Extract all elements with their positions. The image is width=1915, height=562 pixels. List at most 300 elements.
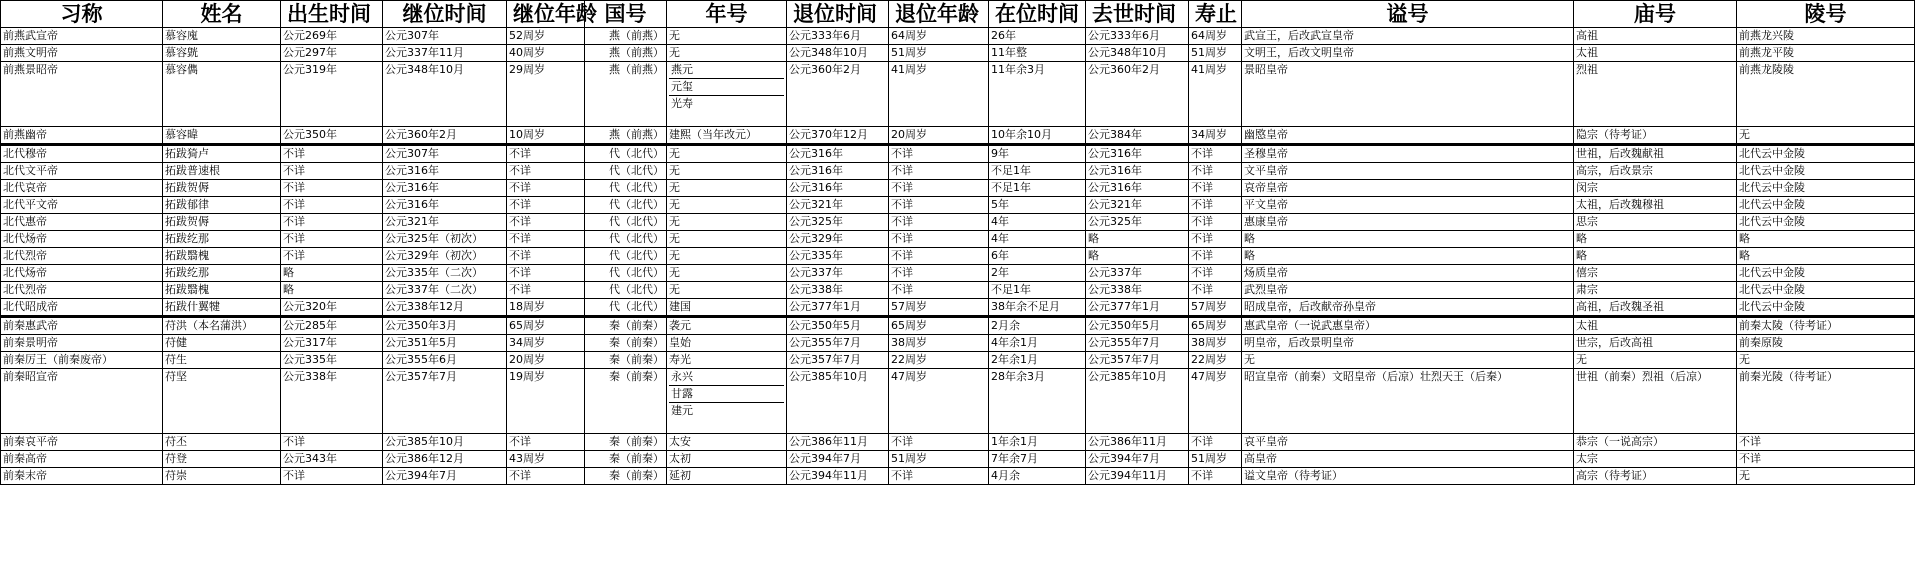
table-cell: 拓跋郁律 bbox=[163, 197, 281, 214]
table-cell: 公元394年7月 bbox=[383, 468, 507, 485]
table-cell: 公元316年 bbox=[383, 197, 507, 214]
table-cell: 9年 bbox=[989, 145, 1086, 163]
table-cell: 太祖 bbox=[1574, 45, 1737, 62]
table-cell: 11年余3月 bbox=[989, 62, 1086, 127]
table-cell: 公元316年 bbox=[787, 145, 889, 163]
table-cell: 无 bbox=[1737, 127, 1915, 145]
table-cell: 公元385年10月 bbox=[787, 369, 889, 434]
table-cell: 不详 bbox=[281, 248, 383, 265]
era-name: 建元 bbox=[671, 404, 693, 417]
table-cell: 公元338年 bbox=[281, 369, 383, 434]
table-cell: 前燕龙陵陵 bbox=[1737, 62, 1915, 127]
table-cell: 无 bbox=[667, 231, 787, 248]
table-cell: 公元269年 bbox=[281, 28, 383, 45]
table-cell: 不详 bbox=[889, 282, 989, 299]
table-cell: 昭宣皇帝（前秦）文昭皇帝（后凉）壮烈天王（后秦） bbox=[1242, 369, 1574, 434]
table-cell: 前燕龙兴陵 bbox=[1737, 28, 1915, 45]
table-cell: 略 bbox=[1086, 231, 1189, 248]
header-cell: 庙号 bbox=[1574, 1, 1737, 28]
table-cell: 19周岁 bbox=[507, 369, 585, 434]
table-cell: 47周岁 bbox=[889, 369, 989, 434]
table-row bbox=[1, 28, 1915, 45]
table-cell: 51周岁 bbox=[1189, 45, 1242, 62]
table-cell: 不详 bbox=[507, 145, 585, 163]
table-cell: 拓跋翳槐 bbox=[163, 248, 281, 265]
table-cell: 苻生 bbox=[163, 352, 281, 369]
table-cell: 34周岁 bbox=[507, 335, 585, 352]
table-row bbox=[1, 145, 1915, 163]
era-name: 燕元 bbox=[669, 62, 784, 79]
table-cell: 前燕景昭帝 bbox=[1, 62, 163, 127]
table-cell: 不详 bbox=[1189, 282, 1242, 299]
table-cell: 明皇帝，后改景明皇帝 bbox=[1242, 335, 1574, 352]
table-cell: 高祖，后改魏圣祖 bbox=[1574, 299, 1737, 317]
table-cell: 不详 bbox=[507, 231, 585, 248]
table-cell: 建熙（当年改元） bbox=[667, 127, 787, 145]
table-cell: 51周岁 bbox=[889, 45, 989, 62]
table-cell: 太祖，后改魏穆祖 bbox=[1574, 197, 1737, 214]
table-row bbox=[1, 434, 1915, 451]
table-cell: 不详 bbox=[1189, 163, 1242, 180]
table-cell: 代（北代） bbox=[585, 265, 667, 282]
table-cell: 武烈皇帝 bbox=[1242, 282, 1574, 299]
table-cell: 不详 bbox=[281, 468, 383, 485]
table-cell: 43周岁 bbox=[507, 451, 585, 468]
table-cell: 40周岁 bbox=[507, 45, 585, 62]
table-cell: 建国 bbox=[667, 299, 787, 317]
table-cell: 不详 bbox=[1189, 145, 1242, 163]
table-cell: 太安 bbox=[667, 434, 787, 451]
table-cell: 略 bbox=[1086, 248, 1189, 265]
table-cell: 51周岁 bbox=[1189, 451, 1242, 468]
table-cell: 51周岁 bbox=[889, 451, 989, 468]
table-cell: 不详 bbox=[889, 468, 989, 485]
table-cell: 29周岁 bbox=[507, 62, 585, 127]
table-cell: 公元321年 bbox=[383, 214, 507, 231]
header-cell: 在位时间 bbox=[989, 1, 1086, 28]
table-cell: 代（北代） bbox=[585, 163, 667, 180]
table-cell: 公元335年 bbox=[281, 352, 383, 369]
table-row bbox=[1, 127, 1915, 145]
table-cell: 秦（前秦） bbox=[585, 335, 667, 352]
table-cell: 寿光 bbox=[667, 352, 787, 369]
table-cell: 不详 bbox=[507, 180, 585, 197]
table-cell: 4年 bbox=[989, 214, 1086, 231]
table-cell: 公元307年 bbox=[383, 145, 507, 163]
table-cell: 无 bbox=[1737, 468, 1915, 485]
table-cell: 北代云中金陵 bbox=[1737, 180, 1915, 197]
table-cell: 北代烈帝 bbox=[1, 282, 163, 299]
table-cell: 公元329年（初次） bbox=[383, 248, 507, 265]
table-cell: 公元335年（二次） bbox=[383, 265, 507, 282]
table-cell: 苻登 bbox=[163, 451, 281, 468]
table-cell: 北代炀帝 bbox=[1, 231, 163, 248]
table-cell: 公元320年 bbox=[281, 299, 383, 317]
table-cell: 无 bbox=[667, 265, 787, 282]
table-cell: 慕容廆 bbox=[163, 28, 281, 45]
table-cell: 4月余 bbox=[989, 468, 1086, 485]
table-cell: 北代穆帝 bbox=[1, 145, 163, 163]
table-cell: 高宗，后改景宗 bbox=[1574, 163, 1737, 180]
table-cell: 北代云中金陵 bbox=[1737, 145, 1915, 163]
table-cell: 公元337年（二次） bbox=[383, 282, 507, 299]
table-cell: 世祖，后改魏献祖 bbox=[1574, 145, 1737, 163]
table-cell: 不详 bbox=[507, 197, 585, 214]
table-cell: 38周岁 bbox=[1189, 335, 1242, 352]
table-cell: 略 bbox=[1574, 248, 1737, 265]
header-cell: 谥号 bbox=[1242, 1, 1574, 28]
table-cell: 公元337年 bbox=[787, 265, 889, 282]
table-cell: 6年 bbox=[989, 248, 1086, 265]
table-cell: 公元394年11月 bbox=[1086, 468, 1189, 485]
table-cell: 公元321年 bbox=[1086, 197, 1189, 214]
table-body bbox=[1, 28, 1915, 485]
table-cell: 4年 bbox=[989, 231, 1086, 248]
era-name: 甘露 bbox=[669, 386, 784, 403]
table-cell: 无 bbox=[667, 180, 787, 197]
table-cell: 前秦景明帝 bbox=[1, 335, 163, 352]
table-cell: 略 bbox=[1242, 231, 1574, 248]
table-cell: 公元386年11月 bbox=[787, 434, 889, 451]
table-cell: 略 bbox=[281, 282, 383, 299]
table-cell: 平文皇帝 bbox=[1242, 197, 1574, 214]
table-cell: 苻健 bbox=[163, 335, 281, 352]
header-cell: 退位年龄 bbox=[889, 1, 989, 28]
table-cell: 不详 bbox=[281, 214, 383, 231]
table-cell: 不详 bbox=[889, 265, 989, 282]
table-cell: 公元316年 bbox=[383, 163, 507, 180]
table-cell: 世宗，后改高祖 bbox=[1574, 335, 1737, 352]
table-cell: 公元355年6月 bbox=[383, 352, 507, 369]
header-cell: 出生时间 bbox=[281, 1, 383, 28]
table-cell: 公元348年10月 bbox=[787, 45, 889, 62]
table-cell: 无 bbox=[1242, 352, 1574, 369]
table-cell: 公元394年11月 bbox=[787, 468, 889, 485]
table-cell: 无 bbox=[667, 214, 787, 231]
table-cell: 秦（前秦） bbox=[585, 317, 667, 335]
table-cell: 7年余7月 bbox=[989, 451, 1086, 468]
table-cell: 北代云中金陵 bbox=[1737, 197, 1915, 214]
table-cell: 哀平皇帝 bbox=[1242, 434, 1574, 451]
table-cell: 无 bbox=[667, 45, 787, 62]
table-cell: 公元360年2月 bbox=[1086, 62, 1189, 127]
table-cell: 公元335年 bbox=[787, 248, 889, 265]
table-cell: 不详 bbox=[1737, 434, 1915, 451]
table-cell: 高皇帝 bbox=[1242, 451, 1574, 468]
table-cell: 公元333年6月 bbox=[1086, 28, 1189, 45]
table-cell: 闵宗 bbox=[1574, 180, 1737, 197]
table-cell: 2年 bbox=[989, 265, 1086, 282]
table-cell: 北代平文帝 bbox=[1, 197, 163, 214]
table-cell: 不详 bbox=[281, 197, 383, 214]
table-cell: 圣穆皇帝 bbox=[1242, 145, 1574, 163]
table-cell: 拓跋纥那 bbox=[163, 231, 281, 248]
table-cell: 不详 bbox=[281, 180, 383, 197]
table-row bbox=[1, 62, 1915, 127]
table-cell: 28年余3月 bbox=[989, 369, 1086, 434]
table-cell: 不足1年 bbox=[989, 180, 1086, 197]
table-row bbox=[1, 299, 1915, 317]
table-cell: 北代云中金陵 bbox=[1737, 163, 1915, 180]
table-cell: 公元338年12月 bbox=[383, 299, 507, 317]
header-cell: 继位年龄 bbox=[507, 1, 585, 28]
table-cell: 无 bbox=[667, 145, 787, 163]
table-cell: 公元394年7月 bbox=[1086, 451, 1189, 468]
table-cell: 袭元 bbox=[667, 317, 787, 335]
header-cell: 习称 bbox=[1, 1, 163, 28]
table-cell: 拓跋翳槐 bbox=[163, 282, 281, 299]
table-cell: 公元338年 bbox=[1086, 282, 1189, 299]
table-cell: 64周岁 bbox=[1189, 28, 1242, 45]
table-cell: 北代云中金陵 bbox=[1737, 214, 1915, 231]
table-cell: 不详 bbox=[889, 145, 989, 163]
table-cell: 不详 bbox=[1189, 468, 1242, 485]
table-cell: 公元325年（初次） bbox=[383, 231, 507, 248]
table-cell: 10周岁 bbox=[507, 127, 585, 145]
table-cell: 前秦原陵 bbox=[1737, 335, 1915, 352]
table-cell: 公元319年 bbox=[281, 62, 383, 127]
table-cell: 幽愍皇帝 bbox=[1242, 127, 1574, 145]
table-row bbox=[1, 163, 1915, 180]
header-cell: 国号 bbox=[585, 1, 667, 28]
table-cell: 北代文平帝 bbox=[1, 163, 163, 180]
header-cell: 年号 bbox=[667, 1, 787, 28]
table-cell: 秦（前秦） bbox=[585, 369, 667, 434]
table-row bbox=[1, 352, 1915, 369]
header-row bbox=[1, 1, 1915, 28]
table-cell: 公元350年3月 bbox=[383, 317, 507, 335]
table-cell: 公元355年7月 bbox=[787, 335, 889, 352]
table-cell: 公元316年 bbox=[1086, 163, 1189, 180]
table-cell: 不详 bbox=[1189, 248, 1242, 265]
table-cell: 谥文皇帝（待考证） bbox=[1242, 468, 1574, 485]
era-name: 元玺 bbox=[669, 79, 784, 96]
table-cell: 57周岁 bbox=[889, 299, 989, 317]
table-cell: 52周岁 bbox=[507, 28, 585, 45]
table-cell: 64周岁 bbox=[889, 28, 989, 45]
table-cell: 公元377年1月 bbox=[1086, 299, 1189, 317]
table-cell: 秦（前秦） bbox=[585, 451, 667, 468]
table-cell: 不详 bbox=[281, 434, 383, 451]
table-cell: 22周岁 bbox=[889, 352, 989, 369]
table-row bbox=[1, 282, 1915, 299]
table-row bbox=[1, 45, 1915, 62]
table-cell: 北代炀帝 bbox=[1, 265, 163, 282]
table-cell: 代（北代） bbox=[585, 145, 667, 163]
table-cell: 不足1年 bbox=[989, 163, 1086, 180]
table-cell: 不详 bbox=[889, 214, 989, 231]
table-cell: 公元348年10月 bbox=[1086, 45, 1189, 62]
table-cell: 公元285年 bbox=[281, 317, 383, 335]
table-cell: 文平皇帝 bbox=[1242, 163, 1574, 180]
table-cell: 公元343年 bbox=[281, 451, 383, 468]
table-cell: 10年余10月 bbox=[989, 127, 1086, 145]
table-cell: 不足1年 bbox=[989, 282, 1086, 299]
table-cell: 略 bbox=[1242, 248, 1574, 265]
table-cell: 公元325年 bbox=[1086, 214, 1189, 231]
table-cell: 公元370年12月 bbox=[787, 127, 889, 145]
table-cell: 北代惠帝 bbox=[1, 214, 163, 231]
table-cell: 57周岁 bbox=[1189, 299, 1242, 317]
table-cell: 公元360年2月 bbox=[383, 127, 507, 145]
table-cell: 前秦高帝 bbox=[1, 451, 163, 468]
table-cell: 无 bbox=[667, 197, 787, 214]
table-cell: 公元317年 bbox=[281, 335, 383, 352]
table-row bbox=[1, 197, 1915, 214]
table-cell: 公元333年6月 bbox=[787, 28, 889, 45]
table-cell: 北代烈帝 bbox=[1, 248, 163, 265]
header-cell: 姓名 bbox=[163, 1, 281, 28]
table-cell: 不详 bbox=[1737, 451, 1915, 468]
table-row bbox=[1, 369, 1915, 434]
table-row bbox=[1, 180, 1915, 197]
table-cell: 秦（前秦） bbox=[585, 352, 667, 369]
table-cell: 不详 bbox=[281, 145, 383, 163]
table-cell: 18周岁 bbox=[507, 299, 585, 317]
table-cell: 北代云中金陵 bbox=[1737, 265, 1915, 282]
table-cell: 代（北代） bbox=[585, 282, 667, 299]
table-cell: 公元385年10月 bbox=[383, 434, 507, 451]
table-cell: 公元385年10月 bbox=[1086, 369, 1189, 434]
table-row bbox=[1, 451, 1915, 468]
table-cell: 1年余1月 bbox=[989, 434, 1086, 451]
table-cell: 公元394年7月 bbox=[787, 451, 889, 468]
table-cell: 34周岁 bbox=[1189, 127, 1242, 145]
table-cell: 肃宗 bbox=[1574, 282, 1737, 299]
header-cell: 退位时间 bbox=[787, 1, 889, 28]
table-cell: 太初 bbox=[667, 451, 787, 468]
table-cell: 无 bbox=[1574, 352, 1737, 369]
table-cell: 公元357年7月 bbox=[383, 369, 507, 434]
table-cell: 前燕文明帝 bbox=[1, 45, 163, 62]
table-cell: 前燕龙平陵 bbox=[1737, 45, 1915, 62]
table-cell: 前秦厉王（前秦废帝） bbox=[1, 352, 163, 369]
table-cell: 皇始 bbox=[667, 335, 787, 352]
table-cell: 前秦太陵（待考证） bbox=[1737, 317, 1915, 335]
table-cell: 苻崇 bbox=[163, 468, 281, 485]
table-cell: 公元351年5月 bbox=[383, 335, 507, 352]
table-cell: 不详 bbox=[507, 468, 585, 485]
table-cell: 前燕武宣帝 bbox=[1, 28, 163, 45]
table-cell: 65周岁 bbox=[507, 317, 585, 335]
table-cell: 4年余1月 bbox=[989, 335, 1086, 352]
table-cell: 炀质皇帝 bbox=[1242, 265, 1574, 282]
table-cell: 燕（前燕） bbox=[585, 127, 667, 145]
table-cell: 不详 bbox=[1189, 231, 1242, 248]
table-cell: 无 bbox=[667, 28, 787, 45]
table-cell: 世祖（前秦）烈祖（后凉） bbox=[1574, 369, 1737, 434]
table-cell: 不详 bbox=[1189, 197, 1242, 214]
header-cell: 寿止 bbox=[1189, 1, 1242, 28]
table-cell: 恭宗（一说高宗） bbox=[1574, 434, 1737, 451]
table-cell: 前秦末帝 bbox=[1, 468, 163, 485]
table-cell: 38年余不足月 bbox=[989, 299, 1086, 317]
table-cell: 公元307年 bbox=[383, 28, 507, 45]
table-cell: 前秦昭宣帝 bbox=[1, 369, 163, 434]
table-cell: 41周岁 bbox=[1189, 62, 1242, 127]
header-cell: 去世时间 bbox=[1086, 1, 1189, 28]
table-cell: 公元316年 bbox=[383, 180, 507, 197]
table-cell: 拓跋贺傉 bbox=[163, 180, 281, 197]
table-cell: 代（北代） bbox=[585, 248, 667, 265]
table-cell: 北代昭成帝 bbox=[1, 299, 163, 317]
table-cell: 慕容皝 bbox=[163, 45, 281, 62]
table-cell: 不详 bbox=[281, 231, 383, 248]
table-cell: 拓跋什翼犍 bbox=[163, 299, 281, 317]
table-cell: 41周岁 bbox=[889, 62, 989, 127]
table-cell: 公元316年 bbox=[1086, 180, 1189, 197]
table-cell: 不详 bbox=[1189, 434, 1242, 451]
table-cell: 公元316年 bbox=[787, 180, 889, 197]
table-row bbox=[1, 248, 1915, 265]
table-cell: 不详 bbox=[507, 434, 585, 451]
table-row bbox=[1, 231, 1915, 248]
table-cell: 公元357年7月 bbox=[1086, 352, 1189, 369]
table-cell: 拓跋贺傉 bbox=[163, 214, 281, 231]
table-cell: 略 bbox=[1574, 231, 1737, 248]
table-cell: 公元386年11月 bbox=[1086, 434, 1189, 451]
table-cell: 北代云中金陵 bbox=[1737, 299, 1915, 317]
table-cell: 苻坚 bbox=[163, 369, 281, 434]
table-cell: 延初 bbox=[667, 468, 787, 485]
table-cell: 代（北代） bbox=[585, 214, 667, 231]
table-cell: 北代云中金陵 bbox=[1737, 282, 1915, 299]
table-cell: 38周岁 bbox=[889, 335, 989, 352]
table-cell: 无 bbox=[667, 248, 787, 265]
table-cell: 代（北代） bbox=[585, 197, 667, 214]
table-cell: 烈祖 bbox=[1574, 62, 1737, 127]
table-cell: 无 bbox=[667, 163, 787, 180]
header-cell: 陵号 bbox=[1737, 1, 1915, 28]
table-cell: 2月余 bbox=[989, 317, 1086, 335]
table-cell: 65周岁 bbox=[1189, 317, 1242, 335]
table-cell: 不详 bbox=[889, 434, 989, 451]
table-cell: 拓跋纥那 bbox=[163, 265, 281, 282]
table-cell: 前秦哀平帝 bbox=[1, 434, 163, 451]
table-cell: 无 bbox=[667, 282, 787, 299]
table-cell: 11年整 bbox=[989, 45, 1086, 62]
table-cell: 不详 bbox=[281, 163, 383, 180]
table-cell: 代（北代） bbox=[585, 231, 667, 248]
table-cell: 拓跋普速根 bbox=[163, 163, 281, 180]
table-cell: 公元357年7月 bbox=[787, 352, 889, 369]
header-cell: 继位时间 bbox=[383, 1, 507, 28]
table-cell: 2年余1月 bbox=[989, 352, 1086, 369]
table-cell: 略 bbox=[1737, 248, 1915, 265]
table-cell: 不详 bbox=[1189, 214, 1242, 231]
table-row bbox=[1, 265, 1915, 282]
table-cell: 公元338年 bbox=[787, 282, 889, 299]
table-cell: 公元297年 bbox=[281, 45, 383, 62]
table-cell: 公元316年 bbox=[787, 163, 889, 180]
table-cell: 惠康皇帝 bbox=[1242, 214, 1574, 231]
table-cell: 北代哀帝 bbox=[1, 180, 163, 197]
table-row bbox=[1, 317, 1915, 335]
table-cell: 秦（前秦） bbox=[585, 468, 667, 485]
table-cell: 前秦光陵（待考证） bbox=[1737, 369, 1915, 434]
table-cell: 公元377年1月 bbox=[787, 299, 889, 317]
table-cell: 燕（前燕） bbox=[585, 45, 667, 62]
table-cell: 公元329年 bbox=[787, 231, 889, 248]
table-cell: 不详 bbox=[889, 180, 989, 197]
table-cell: 武宣王，后改武宣皇帝 bbox=[1242, 28, 1574, 45]
table-cell bbox=[667, 62, 787, 127]
table-cell: 公元360年2月 bbox=[787, 62, 889, 127]
table-cell: 不详 bbox=[507, 248, 585, 265]
table-cell: 公元348年10月 bbox=[383, 62, 507, 127]
table-cell: 22周岁 bbox=[1189, 352, 1242, 369]
table-cell: 公元325年 bbox=[787, 214, 889, 231]
